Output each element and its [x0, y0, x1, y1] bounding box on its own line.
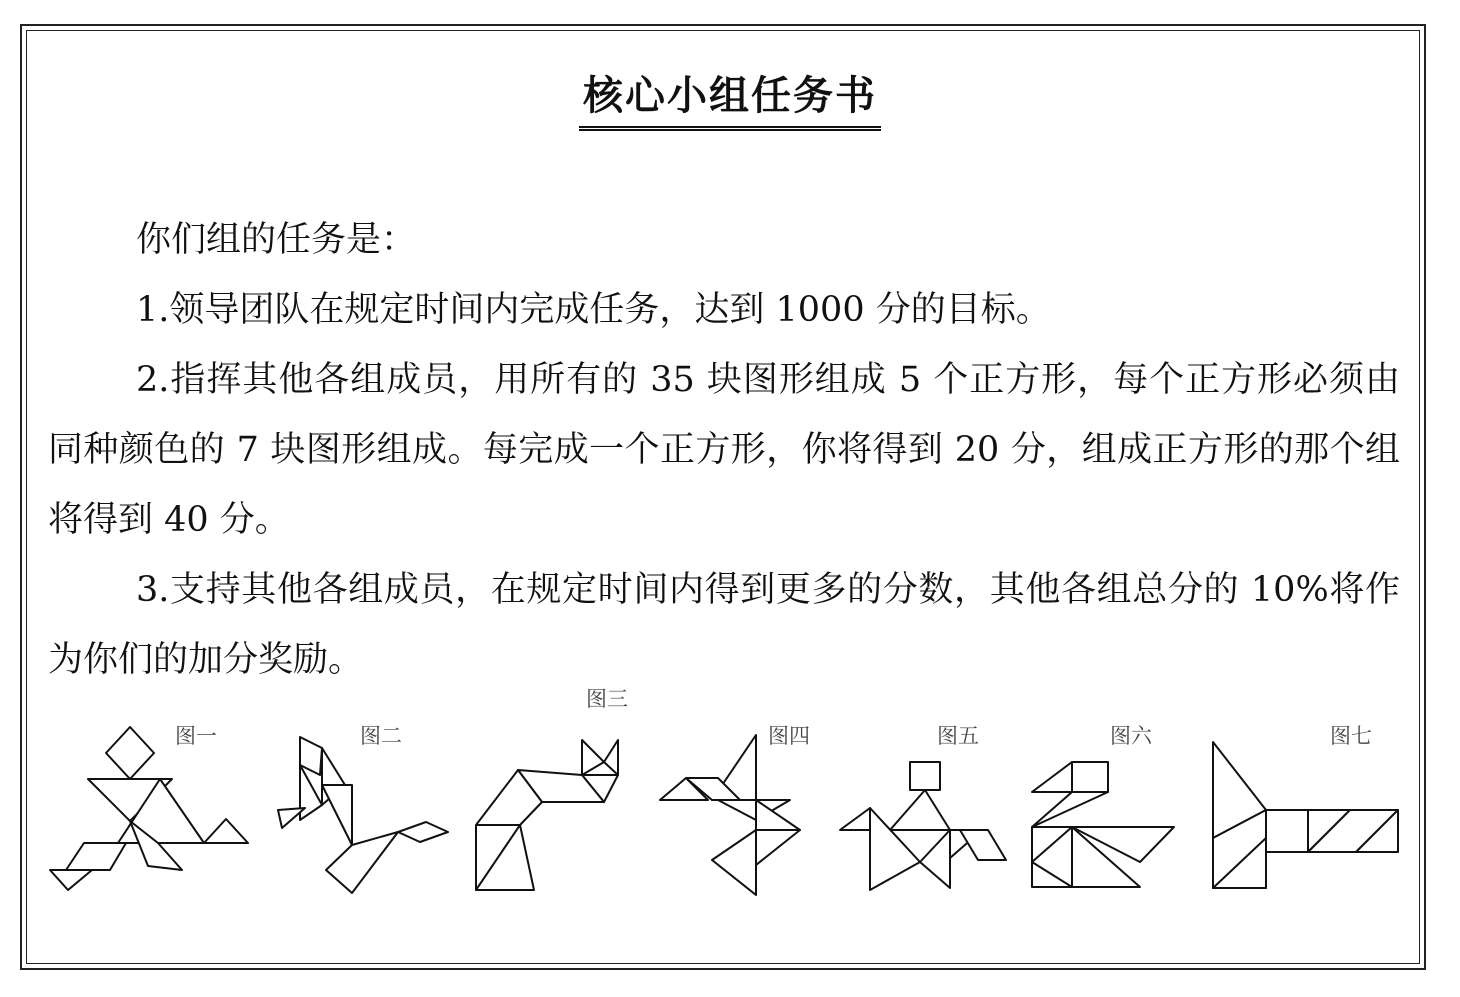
tangram-figures — [0, 680, 1460, 920]
tangram-piece — [322, 785, 352, 845]
tangram-piece — [204, 819, 248, 843]
tangram-piece — [1072, 762, 1108, 792]
page-title: 核心小组任务书 — [579, 70, 881, 131]
figure-label-6: 图六 — [1110, 724, 1152, 748]
tangram-piece — [1266, 810, 1308, 852]
figure-label-2: 图二 — [360, 724, 402, 748]
task-item-3: 3.支持其他各组成员，在规定时间内得到更多的分数，其他各组总分的 10%将作为你们的加分奖励。 — [48, 570, 1400, 680]
intro-line: 你们组的任务是： — [136, 220, 417, 260]
tangram-hammer-icon — [1213, 724, 1398, 888]
tangram-piece — [398, 822, 448, 842]
tangram-piece — [50, 870, 92, 890]
task-item-1: 1.领导团队在规定时间内完成任务，达到 1000 分的目标。 — [136, 290, 1051, 330]
figure-label-4: 图四 — [768, 724, 810, 748]
tangram-piece — [1032, 762, 1072, 792]
task-text — [48, 205, 1400, 695]
task-item-2: 2.指挥其他各组成员，用所有的 35 块图形组成 5 个正方形，每个正方形必须由同种颜色的 7 块图形组成。每完成一个正方形，你将得到 20 分，组成正方形的那个组将得到 40 分。 — [48, 360, 1400, 540]
tangram-piece — [66, 843, 126, 870]
tangram-piece — [890, 790, 950, 830]
tangram-piece — [1032, 792, 1108, 827]
tangram-piece — [920, 830, 950, 888]
figure-label-5: 图五 — [937, 724, 979, 748]
figure-label-3: 图三 — [586, 687, 628, 711]
tangram-piece — [712, 830, 756, 895]
tangram-piece — [756, 830, 800, 865]
tangram-rider-icon — [840, 724, 1006, 890]
tangram-swan-icon — [1032, 724, 1174, 887]
tangram-piece — [326, 832, 398, 893]
tangram-piece — [582, 740, 604, 775]
tangram-piece — [1032, 862, 1072, 887]
tangram-piece — [910, 762, 940, 790]
tangram-piece — [604, 740, 618, 775]
tangram-runner-icon — [50, 724, 248, 890]
figure-label-1: 图一 — [175, 724, 217, 748]
tangram-piece — [960, 830, 1006, 860]
tangram-cat-icon — [476, 687, 628, 890]
figure-label-7: 图七 — [1330, 724, 1372, 748]
tangram-piece — [1032, 827, 1072, 862]
title-area — [0, 70, 1460, 131]
tangram-bird-icon — [660, 724, 810, 895]
tangram-piece — [840, 808, 870, 830]
tangram-dancer-icon — [278, 724, 448, 893]
tangram-piece — [106, 727, 154, 779]
